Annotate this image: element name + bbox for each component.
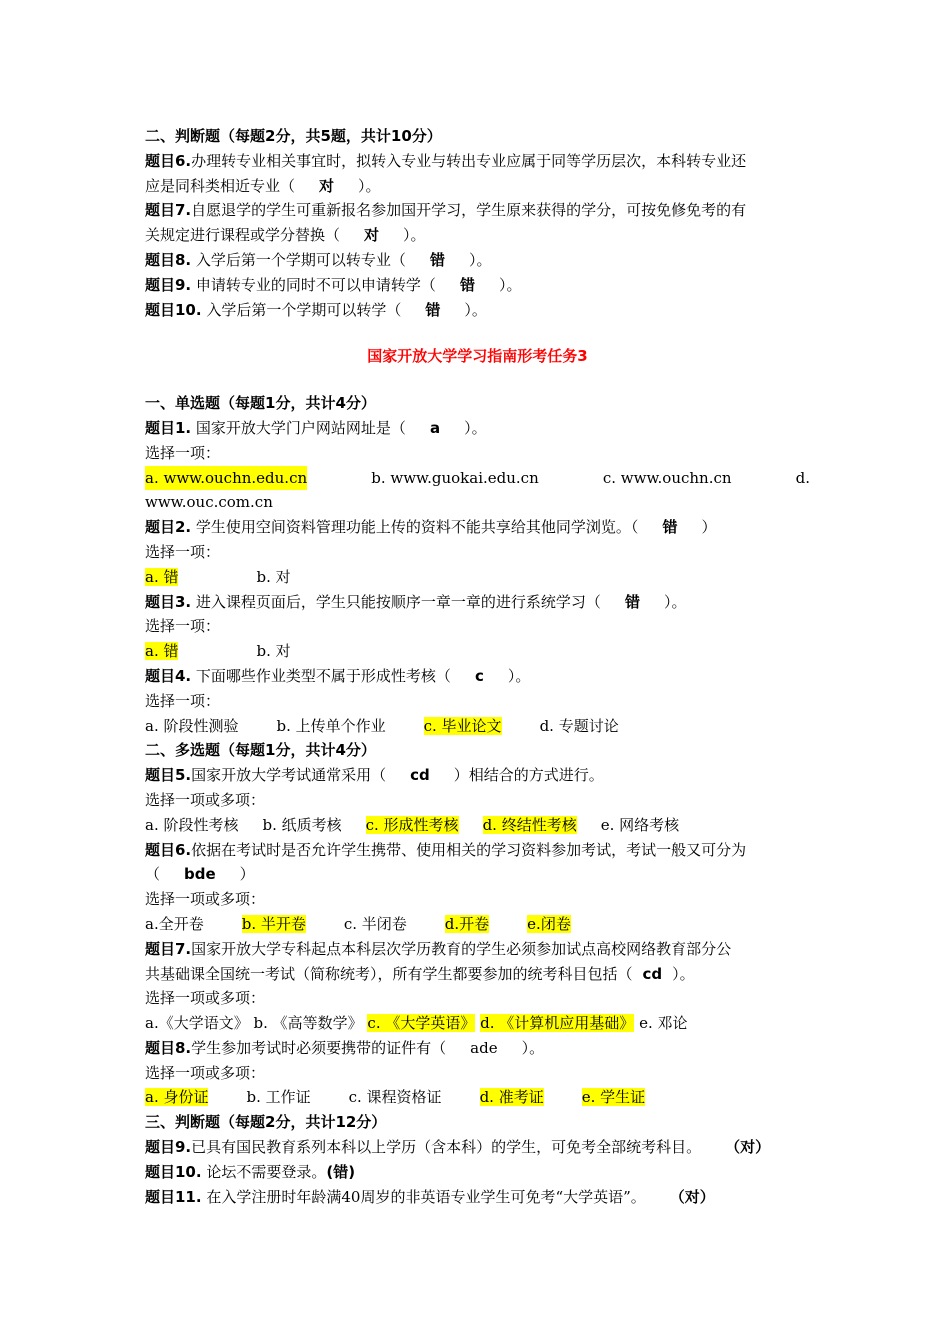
answer: 错 [429,250,445,269]
options-row [145,912,810,937]
question-text: 学生使用空间资料管理功能上传的资料不能共享给其他同学浏览。（ [195,518,639,537]
question-1 [145,416,810,441]
choose-prompt: 选择一项或多项： [145,1063,266,1082]
document-title: 国家开放大学学习指南形考任务3 [367,347,588,366]
options-row [145,639,810,664]
section-heading-judge-1: 二、判断题（每题2分，共5题，共计10分） [145,127,442,145]
answer: c [474,666,484,685]
question-text: 已具有国民教育系列本科以上学历（含本科）的学生，可免考全部统考科目。 [191,1138,702,1157]
option-d: d. [795,468,810,487]
option-b: b. 纸质考核 [262,815,342,834]
options-row [145,1011,810,1036]
choose-prompt: 选择一项： [145,691,221,710]
question-text: 在入学注册时年龄满40周岁的非英语专业学生可免考“大学英语”。 [206,1187,646,1206]
options-row [145,565,810,590]
question-end: ） [239,865,255,884]
question-label: 题目6. [145,151,192,170]
option-b: b. 上传单个作业 [276,716,386,735]
choose-prompt: 选择一项： [145,542,221,561]
question-end: ）。 [403,226,426,245]
question-5 [145,763,810,788]
question-label: 题目3. [145,592,192,611]
option-a: a. 错 [145,642,179,661]
question-text: 应是同科类相近专业（ [145,176,296,195]
option-a: a. 错 [145,567,179,586]
question-end: ）。 [507,666,531,685]
question-label: 题目8. [145,250,192,269]
option-a: a.全开卷 [145,914,204,933]
question-end: ）。 [521,1038,545,1057]
answer: ade [470,1038,498,1057]
option-e: e. 网络考核 [600,815,680,834]
question-end: ） [701,518,717,537]
option-c: c. 《大学英语》 [367,1014,476,1033]
answer: a [429,418,441,437]
option-a: a. www.ouchn.edu.cn [145,466,307,491]
option-b: b. 《高等数学》 [253,1014,363,1033]
question-text: 学生参加考试时必须要携带的证件有（ [191,1038,447,1057]
question-label: 题目9. [145,1138,192,1157]
question-text: 入学后第一个学期可以转学（ [206,300,402,319]
question-label: 题目4. [145,666,192,685]
question-end: ）。 [468,250,492,269]
question-label: 题目6. [145,840,192,859]
option-a: a.《大学语文》 [145,1014,249,1033]
question-end: ）。 [663,592,687,611]
section-heading-judge-2: 三、判断题（每题2分，共计12分） [145,1113,387,1132]
question-end: ）。 [498,275,522,294]
options-row [145,1085,810,1110]
question-11 [145,1185,810,1210]
choose-prompt: 选择一项或多项： [145,890,266,909]
answer: cd [642,964,663,983]
question-label: 题目2. [145,518,192,537]
question-label: 题目7. [145,201,192,220]
question-6a [145,149,810,174]
question-3 [145,590,810,615]
answer: 对 [364,226,380,245]
question-text: 办理转专业相关事宜时，拟转入专业与转出专业应属于同等学历层次，本科转专业还 [191,151,747,170]
question-label: 题目1. [145,418,192,437]
option-e: e. 学生证 [581,1088,646,1107]
answer: bde [184,865,216,884]
options-row [145,714,810,739]
question-label: 题目9. [145,275,192,294]
question-6b [145,838,810,863]
question-end: ）。 [672,964,695,983]
question-8a [145,248,810,273]
answer: 错 [662,518,678,537]
document-page [145,124,810,1209]
question-text: 下面哪些作业类型不属于形成性考核（ [195,666,451,685]
question-7a-cont [145,223,810,248]
section-heading-single: 一、单选题（每题1分，共计4分） [145,394,376,413]
option-d: d. 专题讨论 [539,716,619,735]
option-b: b. 工作证 [246,1088,311,1107]
question-end: ）。 [464,418,487,437]
question-8b [145,1036,810,1061]
question-label: 题目5. [145,766,192,785]
question-7a [145,198,810,223]
option-c: c. 毕业论文 [423,716,502,735]
choose-prompt: 选择一项或多项： [145,790,266,809]
question-4 [145,664,810,689]
question-label: 题目7. [145,939,192,958]
question-7b-cont [145,962,810,987]
choose-prompt: 选择一项或多项： [145,989,266,1008]
question-text: 进入课程页面后，学生只能按顺序一章一章的进行系统学习（ [195,592,601,611]
option-d-cont: www.ouc.com.cn [145,493,273,512]
question-text: 国家开放大学考试通常采用（ [191,766,387,785]
question-text: 国家开放大学门户网站网址是（ [195,418,406,437]
section-heading-multi: 二、多选题（每题1分，共计4分） [145,741,376,760]
question-text: 入学后第一个学期可以转专业（ [195,250,406,269]
question-9b [145,1135,810,1160]
option-b: b. 半开卷 [241,914,306,933]
question-9a [145,273,810,298]
answer: （对） [669,1187,715,1206]
answer: (错) [326,1162,356,1181]
answer: 错 [624,592,640,611]
options-row [145,813,810,838]
choose-prompt: 选择一项： [145,617,221,636]
option-b: b. www.guokai.edu.cn [371,468,539,487]
option-a: a. 阶段性测验 [145,716,239,735]
question-label: 题目10. [145,1162,202,1181]
option-b: b. 对 [256,567,291,586]
question-2 [145,515,810,540]
question-7b [145,937,810,962]
question-10b [145,1160,810,1185]
option-d: d. 准考证 [479,1088,544,1107]
option-d: d. 《计算机应用基础》 [480,1014,635,1033]
option-a: a. 身份证 [145,1088,209,1107]
question-label: 题目8. [145,1038,192,1057]
question-text: 国家开放大学专科起点本科层次学历教育的学生必须参加试点高校网络教育部分公 [191,939,732,958]
option-e: e.闭卷 [527,914,571,933]
question-6a-cont [145,174,810,199]
question-end: ）。 [358,176,381,195]
option-c: c. 半闭卷 [343,914,407,933]
answer: 错 [459,275,475,294]
answer: 错 [425,300,441,319]
question-label: 题目10. [145,300,202,319]
question-end: ）相结合的方式进行。 [453,766,604,785]
question-6b-cont [145,862,810,887]
option-c: c. 形成性考核 [365,815,459,834]
answer: 对 [319,176,335,195]
question-text: 共基础课全国统一考试（简称统考），所有学生都要参加的统考科目包括（ [145,964,633,983]
option-a: a. 阶段性考核 [145,815,239,834]
question-text: 论坛不需要登录。 [206,1162,327,1181]
question-text: 关规定进行课程或学分替换（ [145,226,341,245]
option-c: c. 课程资格证 [348,1088,442,1107]
question-text: 自愿退学的学生可重新报名参加国开学习，学生原来获得的学分，可按免修免考的有 [191,201,747,220]
question-text: 依据在考试时是否允许学生携带、使用相关的学习资料参加考试，考试一般又可分为 [191,840,747,859]
question-label: 题目11. [145,1187,202,1206]
question-open: （ [145,865,161,884]
option-c: c. www.ouchn.cn [602,468,732,487]
option-e: e. 邓论 [639,1014,688,1033]
option-d: d.开卷 [444,914,490,933]
question-text: 申请转专业的同时不可以申请转学（ [195,275,436,294]
options-row [145,466,810,491]
answer: （对） [725,1138,771,1157]
option-b: b. 对 [256,642,291,661]
question-10a [145,298,810,323]
choose-prompt: 选择一项： [145,443,221,462]
question-end: ）。 [464,300,487,319]
answer: cd [410,766,430,785]
option-d: d. 终结性考核 [482,815,577,834]
